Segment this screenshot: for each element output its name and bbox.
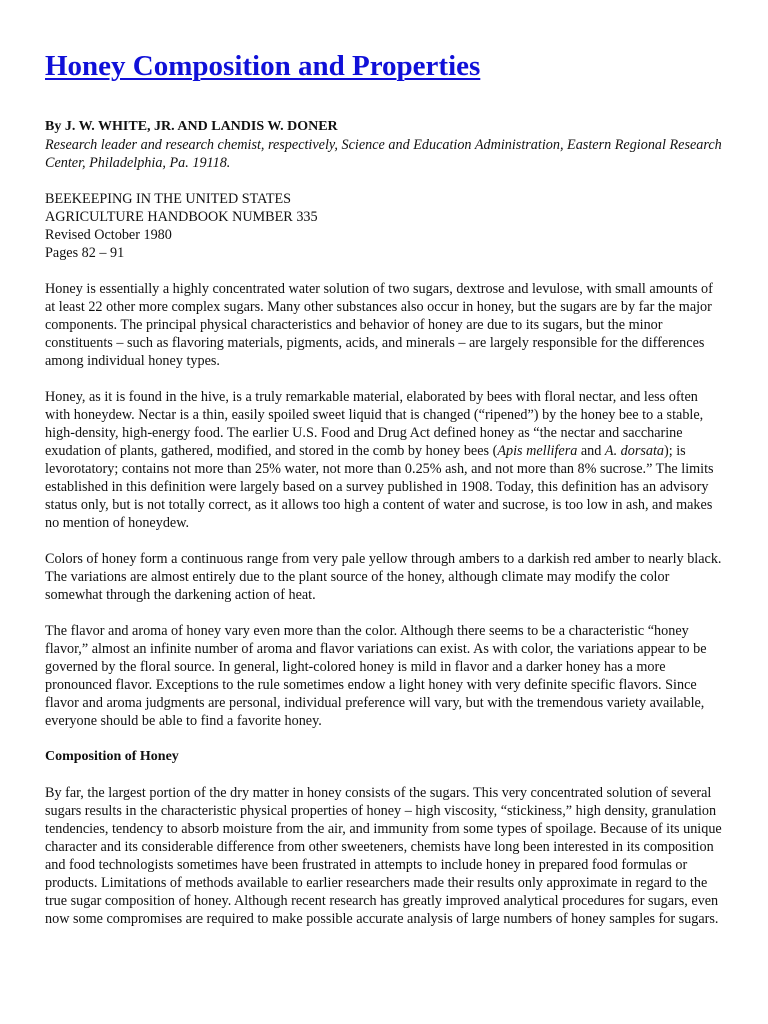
paragraph-definition-part3: ); is levorotatory; contains not more than 25% water, not more than 0.25% ash, and not more than 8% sucrose.” The limits established in this definition were largely based on a survey published in 1908. Today, this definition has an advisory status only, but is not totally correct, as it allows too high a content of water and sucrose, is too low in ash, and makes no mention of honeydew. xyxy=(45,443,714,531)
publication-handbook: AGRICULTURE HANDBOOK NUMBER 335 xyxy=(45,209,318,225)
title-link[interactable]: Honey Composition and Properties xyxy=(45,50,481,82)
document-title xyxy=(45,44,725,88)
publication-pages: Pages 82 – 91 xyxy=(45,245,125,261)
paragraph-definition xyxy=(45,388,725,532)
paragraph-definition-part2: and xyxy=(577,443,605,459)
publication-series: BEEKEEPING IN THE UNITED STATES xyxy=(45,191,292,207)
publication-revised: Revised October 1980 xyxy=(45,227,172,243)
paragraph-definition-part1: Honey, as it is found in the hive, is a truly remarkable material, elaborated by bees with floral nectar, and less often with honeydew. Nectar is a thin, easily spoiled sweet liquid that is changed (“ripened”) by the honey bee to a stable, high-density, high-energy food. The earlier U.S. Food and Drug Act defined honey as “the nectar and saccharine exudation of plants, gathered, modified, and stored in the comb by honey bees ( xyxy=(45,389,704,459)
species-a-dorsata: A. dorsata xyxy=(604,443,665,459)
authors-line: By J. W. WHITE, JR. AND LANDIS W. DONER xyxy=(45,119,338,134)
author-affiliation: Research leader and research chemist, respectively, Science and Education Administration, Eastern Regional Research Center, Philadelphia, Pa. 19118. xyxy=(45,137,722,171)
publication-info xyxy=(45,190,725,262)
paragraph-composition: By far, the largest portion of the dry matter in honey consists of the sugars. This very concentrated solution of several sugars results in the characteristic physical properties of honey – high viscosity, “stickiness,” high density, granulation tendencies, tendency to absorb moisture from the air, and immunity from some types of spoilage. Because of its unique character and its considerable difference from other sweeteners, chemists have long been interested in its composition and food technologists sometimes have been frustrated in attempts to include honey in prepared food formulas or products. Limitations of methods available to earlier researchers made their results only approximate in regard to the true sugar composition of honey. Although recent research has greatly improved analytical procedures for sugars, even now some compromises are required to make possible accurate analysis of large numbers of honey samples for sugars. xyxy=(45,785,722,927)
paragraph-intro: Honey is essentially a highly concentrated water solution of two sugars, dextrose and levulose, with small amounts of at least 22 other more complex sugars. Many other substances also occur in honey, but the sugars are by far the major components. The principal physical characteristics and behavior of honey are due to its sugars, but the minor constituents – such as flavoring materials, pigments, acids, and minerals – are largely responsible for the differences among individual honey types. xyxy=(45,281,713,369)
document-page xyxy=(45,44,725,928)
species-apis-mellifera: Apis mellifera xyxy=(497,443,578,459)
paragraph-colors: Colors of honey form a continuous range from very pale yellow through ambers to a darkish red amber to nearly black. The variations are almost entirely due to the plant source of the honey, although climate may modify the color somewhat through the darkening action of heat. xyxy=(45,551,722,603)
paragraph-flavor: The flavor and aroma of honey vary even more than the color. Although there seems to be a characteristic “honey flavor,” almost an infinite number of aroma and flavor variations can exist. As with color, the variations appear to be governed by the floral source. In general, light-colored honey is mild in flavor and a darker honey has a more pronounced flavor. Exceptions to the rule sometimes endow a light honey with very definite specific flavors. Since flavor and aroma judgments are personal, individual preference will vary, but with the tremendous variety available, everyone should be able to find a favorite honey. xyxy=(45,623,707,729)
section-heading-composition: Composition of Honey xyxy=(45,749,179,764)
